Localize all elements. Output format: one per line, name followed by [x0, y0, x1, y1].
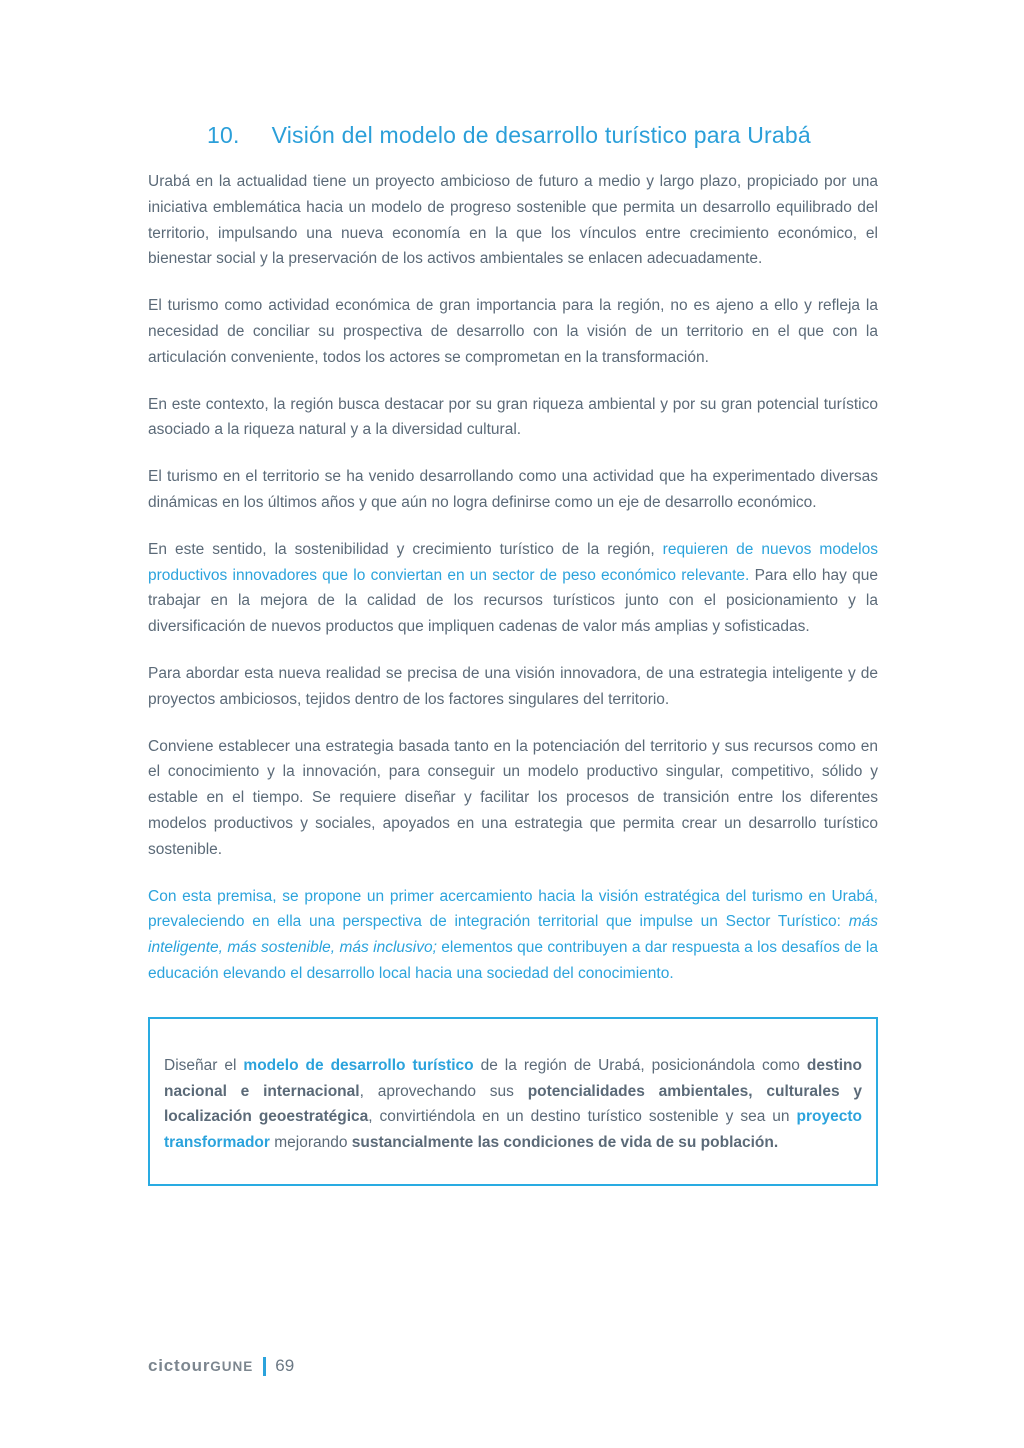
- text-run: El turismo en el territorio se ha venido desarrollando como una actividad que ha experimentado diversas dinámicas en los últimos años y que aún no logra definirse como un eje de desarrollo económico.: [148, 468, 878, 511]
- paragraph-4: [148, 464, 878, 516]
- body-content: [148, 169, 878, 1186]
- paragraph-1: [148, 169, 878, 272]
- heading-number: 10.: [207, 122, 240, 148]
- paragraph-2: [148, 293, 878, 370]
- callout-paragraph: [164, 1053, 862, 1156]
- cictourgune-logo: [148, 1356, 253, 1376]
- text-run: Urabá en la actualidad tiene un proyecto ambicioso de futuro a medio y largo plazo, propiciado por una iniciativa emblemática hacia un modelo de progreso sostenible que permita un desarrollo equilibrado del territorio, impulsando una nueva economía en la que los vínculos entre crecimiento económico, el bienestar social y la preservación de los activos ambientales se enlacen adecuadamente.: [148, 173, 878, 268]
- text-run: de la región de Urabá, posicionándola como: [473, 1056, 807, 1074]
- text-run: El turismo como actividad económica de gran importancia para la región, no es ajeno a ello y refleja la necesidad de conciliar su prospectiva de desarrollo con la visión de un territorio en el que con la articulación conveniente, todos los actores se comprometan en la transformación.: [148, 297, 878, 366]
- paragraph-7: [148, 734, 878, 863]
- text-run: más inteligente, más sostenible, más inclusivo;: [148, 913, 878, 957]
- paragraph-5: [148, 537, 878, 640]
- text-run: elementos que contribuyen a dar respuesta a los desafíos de la educación elevando el desarrollo local hacia una sociedad del conocimiento.: [148, 939, 878, 982]
- text-run: Con esta premisa, se propone un primer acercamiento hacia la visión estratégica del turismo en Urabá, prevaleciendo en ella una perspectiva de integración territorial que impulse un Sector Turístico:: [148, 887, 878, 931]
- page-title: [0, 0, 1024, 149]
- text-run: Para ello hay que trabajar en la mejora de la calidad de los recursos turísticos junto con el posicionamiento y la diversificación de nuevos productos que impliquen cadenas de valor más amplias y sofisticadas.: [148, 566, 878, 636]
- paragraph-6: [148, 661, 878, 713]
- logo-suffix-text: GUNE: [210, 1359, 254, 1374]
- text-run: Para abordar esta nueva realidad se precisa de una visión innovadora, de una estrategia inteligente y de proyectos ambiciosos, tejidos dentro de los factores singulares del territorio.: [148, 664, 878, 708]
- text-run: mejorando: [269, 1134, 352, 1152]
- paragraph-8: [148, 884, 878, 987]
- text-run: sustancialmente las condiciones de vida de su población.: [351, 1134, 779, 1152]
- logo-main-text: cictour: [148, 1356, 211, 1375]
- text-run: requieren de nuevos modelos productivos innovadores que lo conviertan en un sector de peso económico relevante.: [148, 540, 878, 584]
- page-footer: [148, 1356, 294, 1376]
- text-run: En este contexto, la región busca destacar por su gran riqueza ambiental y por su gran potencial turístico asociado a la riqueza natural y a la diversidad cultural.: [148, 395, 878, 439]
- page-number: 69: [275, 1356, 295, 1375]
- text-run: En este sentido, la sostenibilidad y crecimiento turístico de la región,: [148, 540, 663, 558]
- vision-callout-box: [148, 1017, 878, 1186]
- heading-text: Visión del modelo de desarrollo turístico para Urabá: [271, 122, 811, 148]
- text-run: potencialidades ambientales, culturales y localización geoestratégica: [164, 1082, 863, 1126]
- text-run: , aprovechando sus: [359, 1082, 528, 1100]
- text-run: Conviene establecer una estrategia basada tanto en la potenciación del territorio y sus recursos como en el conocimiento y la innovación, para conseguir un modelo productivo singular, competitivo, sólido y estable en el tiempo. Se requiere diseñar y facilitar los procesos de transición entre los diferentes modelos productivos y sociales, apoyados en una estrategia que permita crear un desarrollo turístico sostenible.: [148, 737, 878, 858]
- text-run: destino nacional e internacional: [164, 1056, 862, 1100]
- text-run: proyecto transformador: [164, 1108, 862, 1152]
- footer-divider-bar: [263, 1357, 266, 1376]
- text-run: modelo de desarrollo turístico: [243, 1056, 474, 1074]
- text-run: Diseñar el: [164, 1056, 244, 1074]
- paragraph-3: [148, 392, 878, 444]
- text-run: , convirtiéndola en un destino turístico sostenible y sea un: [368, 1108, 797, 1126]
